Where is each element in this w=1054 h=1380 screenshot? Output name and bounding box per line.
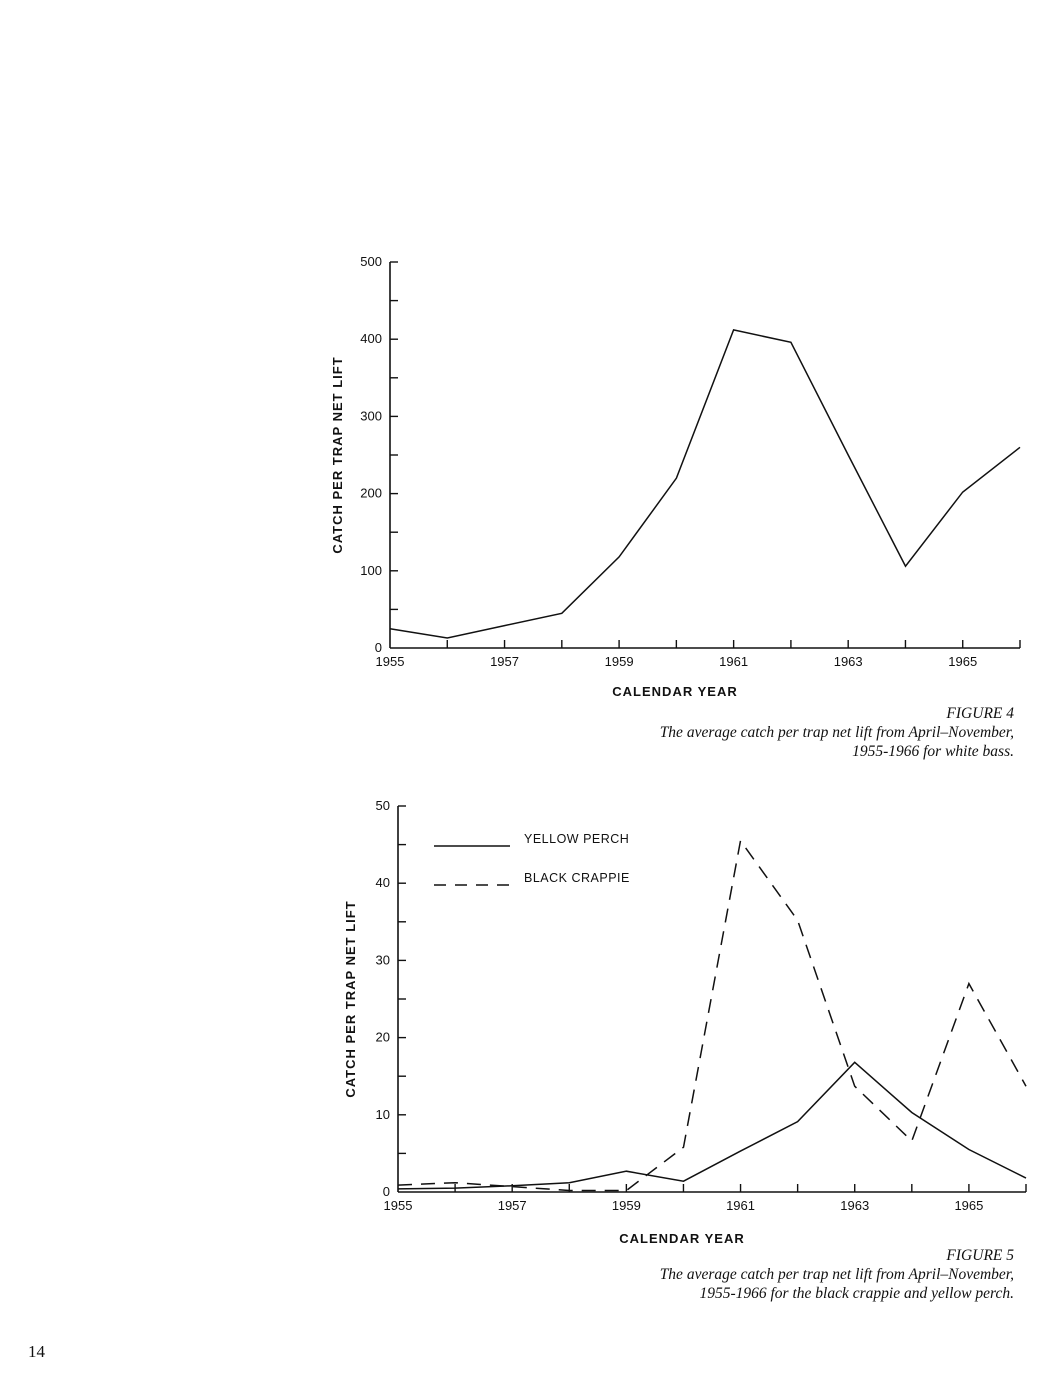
chart2-y-tick-label: 50 (375, 798, 390, 813)
figure-5-label: FIGURE 5 (946, 1247, 1014, 1264)
chart2-y-tick-label: 20 (375, 1029, 390, 1045)
chart1-series-1-line (390, 330, 1020, 638)
chart1-x-axis-title: CALENDAR YEAR (612, 684, 738, 699)
chart1-y-tick-label: 500 (360, 254, 382, 269)
chart1-y-tick-label: 0 (374, 640, 382, 655)
chart1-y-tick-label: 100 (360, 562, 382, 578)
chart2-yellow-perch-line (398, 1062, 1026, 1189)
figure-4-label: FIGURE 4 (946, 705, 1014, 722)
page-number: 14 (28, 1342, 45, 1361)
chart2-legend-label-yellow-perch: YELLOW PERCH (524, 832, 630, 846)
chart1-y-tick-label: 400 (360, 331, 382, 347)
chart1-x-tick-label: 1965 (948, 654, 978, 669)
chart2-y-tick-label: 0 (382, 1184, 390, 1199)
chart1-y-tick-label: 200 (360, 485, 382, 501)
chart2-x-tick-label: 1965 (954, 1198, 984, 1213)
chart1-x-tick-label: 1963 (833, 654, 863, 669)
chart2-y-tick-label: 10 (375, 1106, 390, 1122)
figure-4-caption (660, 704, 1014, 761)
chart2-x-axis-title: CALENDAR YEAR (619, 1231, 745, 1246)
chart2-legend-label-black-crappie: BLACK CRAPPIE (524, 871, 630, 885)
chart1-y-axis-title: CATCH PER TRAP NET LIFT (330, 356, 345, 554)
figure-4-description: The average catch per trap net lift from April–November, 1955-1966 for white bass. (659, 724, 1014, 760)
chart1-x-tick-label: 1959 (604, 654, 634, 669)
chart2-y-tick-label: 30 (375, 952, 390, 968)
chart2-y-axis-title: CATCH PER TRAP NET LIFT (343, 900, 358, 1098)
chart1-y-tick-label: 300 (360, 408, 382, 424)
chart1-x-tick-label: 1955 (375, 654, 405, 669)
figure-5-description: The average catch per trap net lift from April–November, 1955-1966 for the black crappie and yellow perch. (659, 1266, 1014, 1302)
chart2-y-tick-label: 40 (375, 875, 390, 891)
chart2-x-tick-label: 1961 (726, 1198, 756, 1213)
figure-5-caption (660, 1246, 1014, 1303)
chart1-x-tick-label: 1957 (490, 654, 520, 669)
chart2-black-crappie-line (398, 841, 1026, 1191)
chart2-x-tick-label: 1963 (840, 1198, 870, 1213)
chart2-x-tick-label: 1955 (383, 1198, 413, 1213)
chart1-x-tick-label: 1961 (719, 654, 749, 669)
chart2-x-tick-label: 1957 (497, 1198, 527, 1213)
chart2-x-tick-label: 1959 (611, 1198, 641, 1213)
